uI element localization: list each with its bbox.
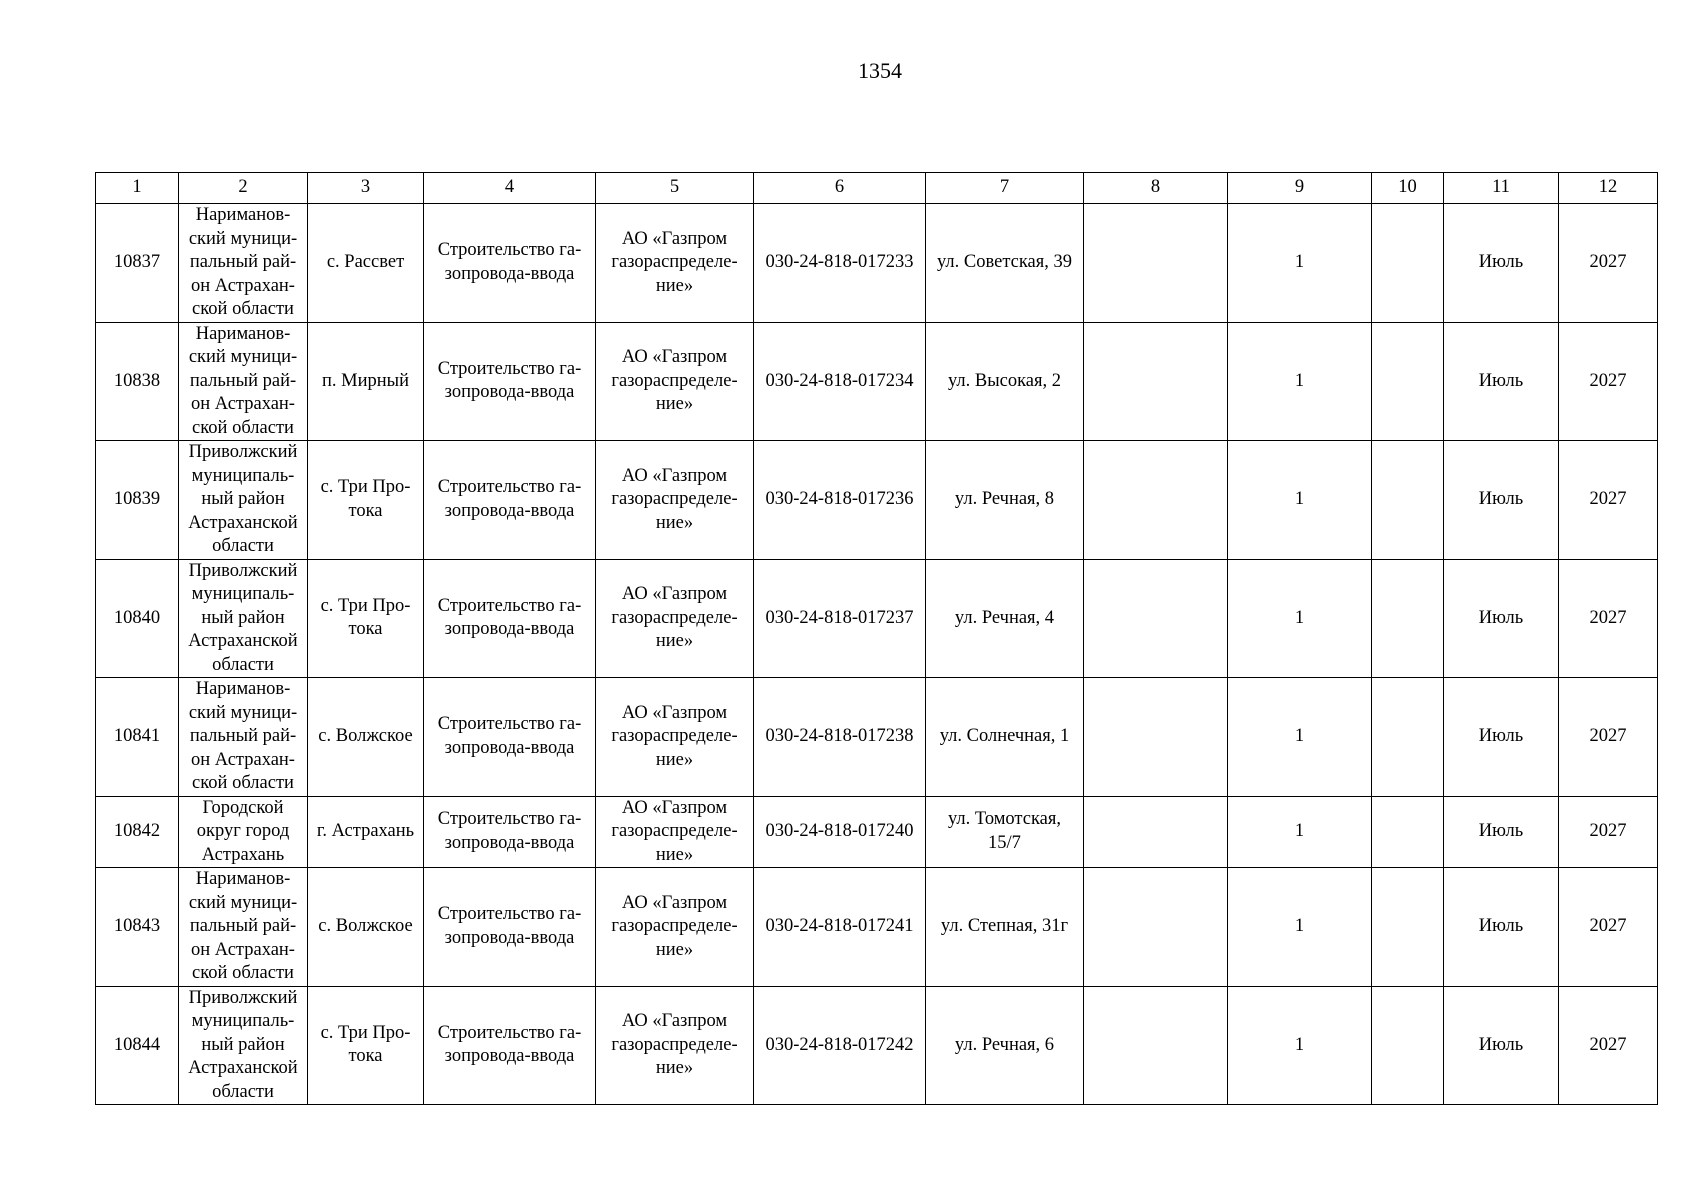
municipality-line: ской области: [192, 299, 294, 319]
work-cell: [424, 559, 596, 678]
settlement-line: с. Три Про-: [320, 595, 411, 616]
municipality-line: ский муници-: [188, 892, 298, 913]
column-header: 9: [1228, 173, 1372, 204]
work-line: Строительство га-: [437, 477, 582, 498]
work-cell: [424, 678, 596, 797]
work-line: зопровода-ввода: [444, 737, 575, 758]
municipality-line: Приволжский: [188, 987, 298, 1008]
organization-line: ние»: [655, 1058, 694, 1078]
organization-line: АО «Газпром: [621, 584, 728, 604]
organization-cell: [596, 796, 754, 868]
organization-line: АО «Газпром: [621, 228, 728, 249]
settlement-line: с. Рассвет: [326, 252, 405, 272]
column-header: 1: [96, 173, 179, 204]
municipality-line: он Астрахан-: [191, 275, 295, 296]
address-cell: [926, 559, 1084, 678]
organization-line: газораспределе-: [611, 821, 738, 841]
month-cell: Июль: [1444, 868, 1559, 987]
column-10-cell: [1372, 986, 1444, 1105]
settlement-line: г. Астрахань: [316, 821, 415, 841]
municipality-cell: [179, 796, 308, 868]
settlement-line: с. Волжское: [318, 916, 413, 936]
record-id: 10843: [96, 868, 179, 987]
column-header: 2: [179, 173, 308, 204]
settlement-line: тока: [348, 500, 383, 521]
work-line: зопровода-ввода: [444, 832, 575, 853]
work-line: Строительство га-: [437, 809, 582, 830]
municipality-line: ный район: [201, 1034, 285, 1055]
column-header: 8: [1084, 173, 1228, 204]
municipality-cell: [179, 559, 308, 678]
work-line: зопровода-ввода: [444, 927, 575, 948]
organization-line: газораспределе-: [611, 252, 738, 272]
settlement-cell: [308, 559, 424, 678]
count-cell: 1: [1228, 796, 1372, 868]
address-line: ул. Речная, 4: [954, 607, 1055, 628]
organization-line: АО «Газпром: [621, 1011, 728, 1031]
organization-line: ние»: [655, 844, 694, 865]
month-cell: Июль: [1444, 204, 1559, 323]
organization-line: ние»: [655, 749, 694, 770]
year-cell: 2027: [1559, 441, 1658, 560]
table-row: [96, 559, 1658, 678]
address-line: ул. Высокая, 2: [947, 370, 1062, 391]
column-10-cell: [1372, 796, 1444, 868]
settlement-line: тока: [348, 619, 383, 640]
count-cell: 1: [1228, 678, 1372, 797]
organization-line: АО «Газпром: [621, 702, 728, 723]
table-row: [96, 796, 1658, 868]
address-line: ул. Степная, 31г: [940, 916, 1069, 936]
address-line: ул. Солнечная, 1: [939, 726, 1070, 746]
settlement-cell: [308, 868, 424, 987]
municipality-line: Астрахань: [201, 844, 285, 865]
record-id: 10838: [96, 322, 179, 441]
year-cell: 2027: [1559, 868, 1658, 987]
column-8-cell: [1084, 868, 1228, 987]
record-id: 10840: [96, 559, 179, 678]
month-cell: Июль: [1444, 322, 1559, 441]
municipality-cell: [179, 322, 308, 441]
organization-cell: [596, 559, 754, 678]
column-8-cell: [1084, 796, 1228, 868]
municipality-cell: [179, 678, 308, 797]
municipality-line: пальный рай-: [189, 370, 297, 391]
column-header: 5: [596, 173, 754, 204]
address-line: ул. Речная, 8: [954, 489, 1055, 509]
organization-line: газораспределе-: [611, 916, 738, 936]
work-line: зопровода-ввода: [444, 500, 575, 521]
municipality-line: ской области: [192, 773, 294, 793]
address-line: 15/7: [988, 832, 1021, 853]
work-line: Строительство га-: [437, 595, 582, 616]
settlement-cell: [308, 441, 424, 560]
municipality-cell: [179, 986, 308, 1105]
code-cell: 030-24-818-017236: [754, 441, 926, 560]
work-line: зопровода-ввода: [444, 263, 575, 284]
municipality-line: Астраханской: [188, 631, 298, 651]
count-cell: 1: [1228, 986, 1372, 1105]
organization-cell: [596, 868, 754, 987]
organization-line: газораспределе-: [611, 370, 738, 391]
year-cell: 2027: [1559, 796, 1658, 868]
table-header: [96, 173, 1658, 204]
municipality-line: округ город: [196, 821, 290, 841]
column-header: 6: [754, 173, 926, 204]
count-cell: 1: [1228, 559, 1372, 678]
code-cell: 030-24-818-017240: [754, 796, 926, 868]
work-cell: [424, 441, 596, 560]
table-row: [96, 678, 1658, 797]
municipality-line: пальный рай-: [189, 726, 297, 746]
column-header: 10: [1372, 173, 1444, 204]
column-10-cell: [1372, 322, 1444, 441]
work-cell: [424, 204, 596, 323]
organization-line: газораспределе-: [611, 726, 738, 746]
record-id: 10841: [96, 678, 179, 797]
address-line: ул. Томотская,: [947, 809, 1061, 830]
settlement-cell: [308, 204, 424, 323]
municipality-line: Нариманов-: [195, 679, 291, 699]
work-line: зопровода-ввода: [444, 382, 575, 403]
record-id: 10839: [96, 441, 179, 560]
organization-line: газораспределе-: [611, 489, 738, 509]
settlement-cell: [308, 322, 424, 441]
address-line: ул. Речная, 6: [954, 1034, 1055, 1055]
month-cell: Июль: [1444, 986, 1559, 1105]
municipality-line: он Астрахан-: [191, 749, 295, 770]
organization-cell: [596, 322, 754, 441]
table-row: [96, 441, 1658, 560]
column-10-cell: [1372, 441, 1444, 560]
column-10-cell: [1372, 868, 1444, 987]
municipality-line: ской области: [192, 963, 294, 983]
work-cell: [424, 986, 596, 1105]
table-row: [96, 204, 1658, 323]
organization-line: АО «Газпром: [621, 797, 728, 818]
municipality-line: области: [212, 536, 274, 556]
column-header: 7: [926, 173, 1084, 204]
municipality-line: Приволжский: [188, 442, 298, 462]
organization-line: АО «Газпром: [621, 892, 728, 913]
column-8-cell: [1084, 986, 1228, 1105]
code-cell: 030-24-818-017241: [754, 868, 926, 987]
year-cell: 2027: [1559, 986, 1658, 1105]
settlement-cell: [308, 986, 424, 1105]
work-line: Строительство га-: [437, 240, 582, 261]
municipality-line: пальный рай-: [189, 252, 297, 272]
municipality-cell: [179, 441, 308, 560]
code-cell: 030-24-818-017238: [754, 678, 926, 797]
address-cell: [926, 868, 1084, 987]
municipality-line: области: [212, 1081, 274, 1102]
municipality-line: он Астрахан-: [191, 394, 295, 414]
organization-line: ние»: [655, 394, 694, 414]
municipality-line: муниципаль-: [191, 465, 295, 486]
column-10-cell: [1372, 678, 1444, 797]
settlement-cell: [308, 796, 424, 868]
table-row: [96, 868, 1658, 987]
municipality-line: Нариманов-: [195, 323, 291, 344]
code-cell: 030-24-818-017237: [754, 559, 926, 678]
organization-line: АО «Газпром: [621, 347, 728, 367]
code-cell: 030-24-818-017233: [754, 204, 926, 323]
address-cell: [926, 322, 1084, 441]
organization-cell: [596, 441, 754, 560]
column-header: 3: [308, 173, 424, 204]
month-cell: Июль: [1444, 678, 1559, 797]
municipality-line: муниципаль-: [191, 584, 295, 604]
record-id: 10842: [96, 796, 179, 868]
column-10-cell: [1372, 204, 1444, 323]
column-8-cell: [1084, 322, 1228, 441]
count-cell: 1: [1228, 441, 1372, 560]
work-line: Строительство га-: [437, 714, 582, 735]
municipality-line: Нариманов-: [195, 869, 291, 889]
municipality-line: области: [212, 654, 274, 675]
municipality-line: Городской: [202, 797, 284, 818]
organization-line: ние»: [655, 631, 694, 651]
address-line: ул. Советская, 39: [936, 252, 1073, 272]
municipality-line: ской области: [192, 417, 294, 438]
work-line: Строительство га-: [437, 358, 582, 379]
organization-line: газораспределе-: [611, 1034, 738, 1055]
column-8-cell: [1084, 441, 1228, 560]
month-cell: Июль: [1444, 559, 1559, 678]
work-cell: [424, 868, 596, 987]
organization-cell: [596, 986, 754, 1105]
address-cell: [926, 986, 1084, 1105]
table-row: [96, 986, 1658, 1105]
organization-line: ние»: [655, 939, 694, 960]
address-cell: [926, 441, 1084, 560]
column-header: 4: [424, 173, 596, 204]
record-id: 10837: [96, 204, 179, 323]
municipality-line: муниципаль-: [191, 1011, 295, 1031]
work-cell: [424, 322, 596, 441]
municipality-cell: [179, 868, 308, 987]
settlement-line: с. Волжское: [318, 726, 413, 746]
header-row: [96, 173, 1658, 204]
column-header: 12: [1559, 173, 1658, 204]
record-id: 10844: [96, 986, 179, 1105]
column-8-cell: [1084, 678, 1228, 797]
municipality-line: ский муници-: [188, 347, 298, 367]
code-cell: 030-24-818-017242: [754, 986, 926, 1105]
year-cell: 2027: [1559, 559, 1658, 678]
organization-line: газораспределе-: [611, 607, 738, 628]
municipality-line: ный район: [201, 607, 285, 628]
work-line: Строительство га-: [437, 904, 582, 925]
page-number: 1354: [858, 58, 902, 83]
organization-line: ние»: [655, 275, 694, 296]
count-cell: 1: [1228, 322, 1372, 441]
year-cell: 2027: [1559, 678, 1658, 797]
municipality-line: Нариманов-: [195, 205, 291, 225]
municipality-line: он Астрахан-: [191, 939, 295, 960]
column-8-cell: [1084, 204, 1228, 323]
municipality-line: Астраханской: [188, 1058, 298, 1078]
address-cell: [926, 204, 1084, 323]
municipality-line: ский муници-: [188, 228, 298, 249]
municipality-line: Приволжский: [188, 560, 298, 581]
address-cell: [926, 678, 1084, 797]
work-cell: [424, 796, 596, 868]
organization-line: ние»: [655, 512, 694, 533]
organization-cell: [596, 204, 754, 323]
work-line: зопровода-ввода: [444, 1046, 575, 1067]
municipality-cell: [179, 204, 308, 323]
year-cell: 2027: [1559, 204, 1658, 323]
municipality-line: пальный рай-: [189, 916, 297, 936]
municipality-line: ный район: [201, 489, 285, 509]
work-line: зопровода-ввода: [444, 619, 575, 640]
table-row: [96, 322, 1658, 441]
month-cell: Июль: [1444, 441, 1559, 560]
organization-line: АО «Газпром: [621, 465, 728, 486]
address-cell: [926, 796, 1084, 868]
column-8-cell: [1084, 559, 1228, 678]
table-body: [96, 204, 1658, 1105]
month-cell: Июль: [1444, 796, 1559, 868]
municipality-line: ский муници-: [188, 702, 298, 723]
settlement-line: тока: [348, 1046, 383, 1067]
count-cell: 1: [1228, 868, 1372, 987]
year-cell: 2027: [1559, 322, 1658, 441]
settlement-line: п. Мирный: [322, 370, 409, 391]
municipality-line: Астраханской: [188, 512, 298, 533]
column-10-cell: [1372, 559, 1444, 678]
settlement-line: с. Три Про-: [320, 477, 411, 498]
organization-cell: [596, 678, 754, 797]
register-table: [95, 172, 1658, 1105]
column-header: 11: [1444, 173, 1559, 204]
settlement-line: с. Три Про-: [320, 1022, 411, 1043]
count-cell: 1: [1228, 204, 1372, 323]
settlement-cell: [308, 678, 424, 797]
code-cell: 030-24-818-017234: [754, 322, 926, 441]
work-line: Строительство га-: [437, 1022, 582, 1043]
